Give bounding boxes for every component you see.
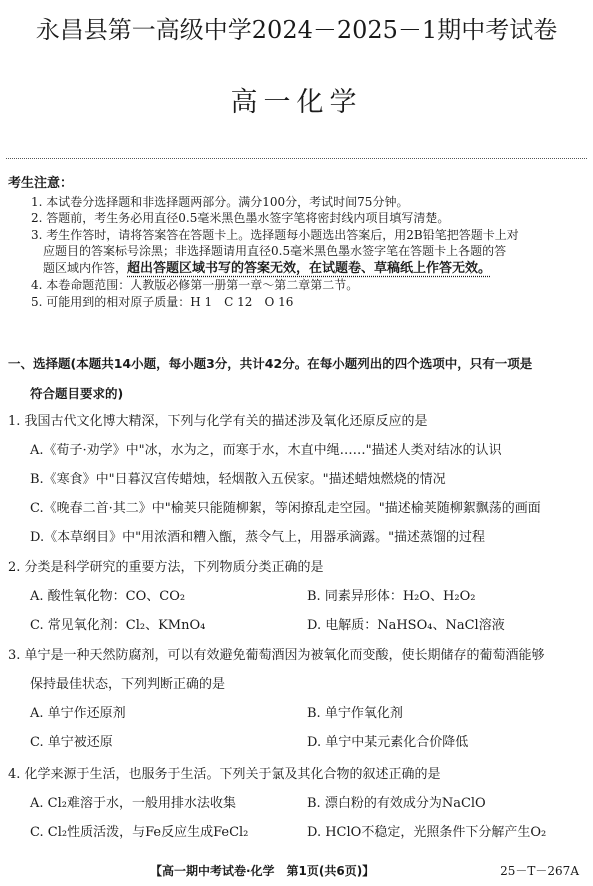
notice-text: 题区域内作答， xyxy=(43,260,128,275)
section-line: 一、选择题(本题共14小题，每小题3分，共计42分。在每小题列出的四个选项中，只有一项是 xyxy=(8,356,533,371)
option-a: A.《荀子·劝学》中"冰，水为之，而寒于水，木直中绳……"描述人类对结冰的认识 xyxy=(30,443,502,458)
footer-page-info: 【高一期中考试卷·化学 第1页(共6页)】 xyxy=(150,864,375,878)
subject-title: 高一化学 xyxy=(230,87,363,118)
option-d: D. HClO不稳定，光照条件下分解产生O₂ xyxy=(307,825,547,840)
question-2 xyxy=(8,553,586,640)
option-row xyxy=(8,818,586,847)
section-heading xyxy=(8,349,586,409)
question-stem: 保持最佳状态，下列判断正确的是 xyxy=(30,677,226,692)
question-3 xyxy=(8,641,586,757)
option-d: D. 单宁中某元素化合价降低 xyxy=(307,735,469,750)
option-d: D. 电解质：NaHSO₄、NaCl溶液 xyxy=(307,618,505,633)
question-1 xyxy=(8,407,586,552)
option-b: B. 单宁作氧化剂 xyxy=(307,706,403,721)
option-row xyxy=(8,582,586,611)
section-line: 符合题目要求的) xyxy=(30,386,124,401)
option-a: A. 酸性氧化物：CO、CO₂ xyxy=(30,589,186,604)
option-c: C.《晚春二首·其二》中"榆荚只能随柳絮，等闲撩乱走空园。"描述榆荚随柳絮飘荡的画面 xyxy=(30,501,541,516)
notice-title: 考生注意： xyxy=(8,176,74,191)
notice-item: 2. 答题前，考生务必用直径0.5毫米黑色墨水签字笔将密封线内项目填写清楚。 xyxy=(31,211,450,225)
question-4 xyxy=(8,760,586,847)
option-row xyxy=(8,789,586,818)
option-b: B. 漂白粉的有效成分为NaClO xyxy=(307,796,486,811)
option-a: A. 单宁作还原剂 xyxy=(30,706,126,721)
option-b: B.《寒食》中"日暮汉宫传蜡烛，轻烟散入五侯家。"描述蜡烛燃烧的情况 xyxy=(30,472,446,487)
option-row xyxy=(8,699,586,728)
notice-item: 应题目的答案标号涂黑；非选择题请用直径0.5毫米黑色墨水签字笔在答题卡上各题的答 xyxy=(43,244,507,258)
notice-item: 1. 本试卷分选择题和非选择题两部分。满分100分，考试时间75分钟。 xyxy=(31,194,409,209)
question-stem: 3. 单宁是一种天然防腐剂，可以有效避免葡萄酒因为被氧化而变酸，使长期储存的葡萄酒能够 xyxy=(8,648,545,663)
notice-item: 4. 本卷命题范围：人教版必修第一册第一章～第二章第二节。 xyxy=(31,278,359,292)
option-row xyxy=(8,611,586,640)
exam-title: 永昌县第一高级中学2024－2025－1期中考试卷 xyxy=(35,16,558,44)
option-d: D.《本草纲目》中"用浓酒和糟入甑，蒸令气上，用器承滴露。"描述蒸馏的过程 xyxy=(30,530,486,545)
notice-block xyxy=(8,176,586,310)
option-b: B. 同素异形体：H₂O、H₂O₂ xyxy=(307,589,476,604)
footer-code: 25－T－267A xyxy=(500,864,579,878)
question-stem: 1. 我国古代文化博大精深，下列与化学有关的描述涉及氧化还原反应的是 xyxy=(8,414,428,429)
notice-item: 3. 考生作答时，请将答案答在答题卡上。选择题每小题选出答案后，用2B铅笔把答题卡上对 xyxy=(31,227,519,242)
notice-item xyxy=(8,260,586,278)
question-stem: 2. 分类是科学研究的重要方法，下列物质分类正确的是 xyxy=(8,560,324,575)
divider xyxy=(6,158,587,159)
question-stem: 4. 化学来源于生活，也服务于生活。下列关于氯及其化合物的叙述正确的是 xyxy=(8,767,441,782)
option-a: A. Cl₂难溶于水，一般用排水法收集 xyxy=(30,796,236,811)
notice-emphasis: 超出答题区域书写的答案无效，在试题卷、草稿纸上作答无效。 xyxy=(127,260,492,276)
option-c: C. 单宁被还原 xyxy=(30,735,113,750)
option-c: C. Cl₂性质活泼，与Fe反应生成FeCl₂ xyxy=(30,825,249,840)
option-row xyxy=(8,728,586,757)
option-c: C. 常见氧化剂：Cl₂、KMnO₄ xyxy=(30,618,206,633)
notice-item: 5. 可能用到的相对原子质量：H 1 C 12 O 16 xyxy=(31,294,294,309)
